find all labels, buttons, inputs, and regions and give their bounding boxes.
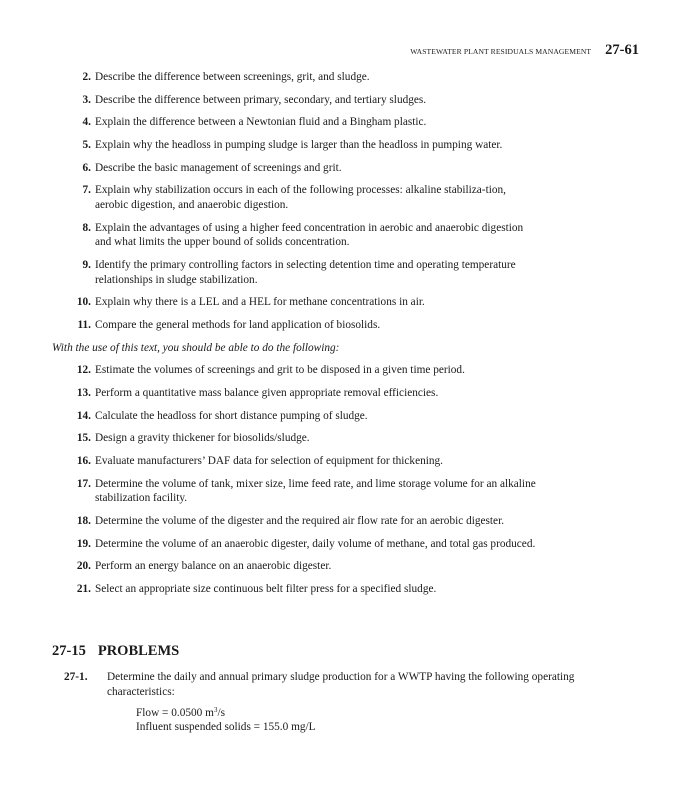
item-text: Compare the general methods for land application of biosolids. [95,318,381,331]
section-heading [52,643,179,660]
item-number: 6. [82,161,91,174]
item-number: 16. [76,454,91,467]
objectives-list [52,70,542,597]
list-item [52,161,542,176]
item-text: Explain why stabilization occurs in each of the following processes: alkaline stabiliza-tion, aerobic digestion, and anaerobic digestion. [95,184,506,212]
given-tss: Influent suspended solids = 155.0 mg/L [136,720,316,733]
objectives-intro: With the use of this text, you should be able to do the following: [52,341,340,354]
list-item [52,258,542,287]
item-text: Determine the volume of tank, mixer size, lime feed rate, and lime storage volume for an alkaline stabilization facility. [95,477,536,505]
item-number: 14. [76,409,91,422]
running-title: WASTEWATER PLANT RESIDUALS MANAGEMENT [410,47,592,56]
item-number: 7. [82,184,91,197]
problem-given-data [136,707,316,734]
item-text: Determine the volume of the digester and the required air flow rate for an aerobic digester. [95,514,505,527]
given-flow: Flow = 0.0500 $m^3/s$ [136,706,225,719]
item-text: Explain the advantages of using a higher feed concentration in aerobic and anaerobic digestion and what limits the upper bound of solids concentration. [95,221,524,249]
item-text: Perform a quantitative mass balance given appropriate removal efficiencies. [95,386,439,399]
item-number: 3. [82,93,91,106]
list-item [52,115,542,130]
running-header [410,42,639,59]
list-item [52,318,542,333]
list-item [52,70,542,85]
list-item [52,221,542,250]
list-item [52,386,542,401]
item-text: Describe the basic management of screenings and grit. [95,161,342,174]
item-number: 8. [82,221,91,234]
item-text: Design a gravity thickener for biosolids/sludge. [95,432,310,445]
list-item [52,477,542,506]
list-item [52,537,542,552]
list-item [52,295,542,310]
item-number: 17. [76,477,91,490]
item-number: 21. [76,582,91,595]
section-number: 27-15 [52,643,86,659]
item-number: 10. [76,296,91,309]
item-text: Perform an energy balance on an anaerobic digester. [95,560,332,573]
item-text: Explain why the headloss in pumping sludge is larger than the headloss in pumping water. [95,139,503,152]
item-text: Calculate the headloss for short distance pumping of sludge. [95,409,368,422]
item-number: 4. [82,116,91,129]
list-item [52,514,542,529]
item-number: 15. [76,432,91,445]
item-text: Describe the difference between primary, secondary, and tertiary sludges. [95,93,427,106]
list-item [52,93,542,108]
item-text: Explain why there is a LEL and a HEL for methane concentrations in air. [95,296,425,309]
problem-text: Determine the daily and annual primary sludge production for a WWTP having the following operating characteristics: [107,671,575,698]
item-number: 20. [76,560,91,573]
problem-number: 27-1. [64,671,88,683]
item-number: 18. [76,514,91,527]
item-text: Identify the primary controlling factors in selecting detention time and operating temperature relationships in sludge stabilization. [95,259,516,286]
list-item [52,138,542,153]
list-item [52,559,542,574]
problem-27-1 [64,670,577,699]
list-item [52,409,542,424]
item-text: Describe the difference between screenings, grit, and sludge. [95,71,370,83]
item-number: 11. [77,318,91,331]
list-item [52,454,542,469]
list-item [52,363,542,378]
item-number: 5. [82,139,91,152]
list-item [52,582,542,597]
item-number: 2. [82,71,91,83]
item-number: 12. [76,364,91,377]
page-number: 27-61 [605,42,639,58]
list-item [52,431,542,446]
item-text: Select an appropriate size continuous belt filter press for a specified sludge. [95,582,437,595]
item-number: 19. [76,537,91,550]
item-text: Explain the difference between a Newtonian fluid and a Bingham plastic. [95,116,427,129]
item-number: 9. [82,259,91,271]
list-item [52,183,542,212]
item-text: Determine the volume of an anaerobic digester, daily volume of methane, and total gas produced. [95,537,536,550]
item-text: Estimate the volumes of screenings and grit to be disposed in a given time period. [95,364,465,377]
section-title: PROBLEMS [97,643,180,659]
item-number: 13. [76,386,91,399]
item-text: Evaluate manufacturers’ DAF data for selection of equipment for thickening. [95,454,443,467]
